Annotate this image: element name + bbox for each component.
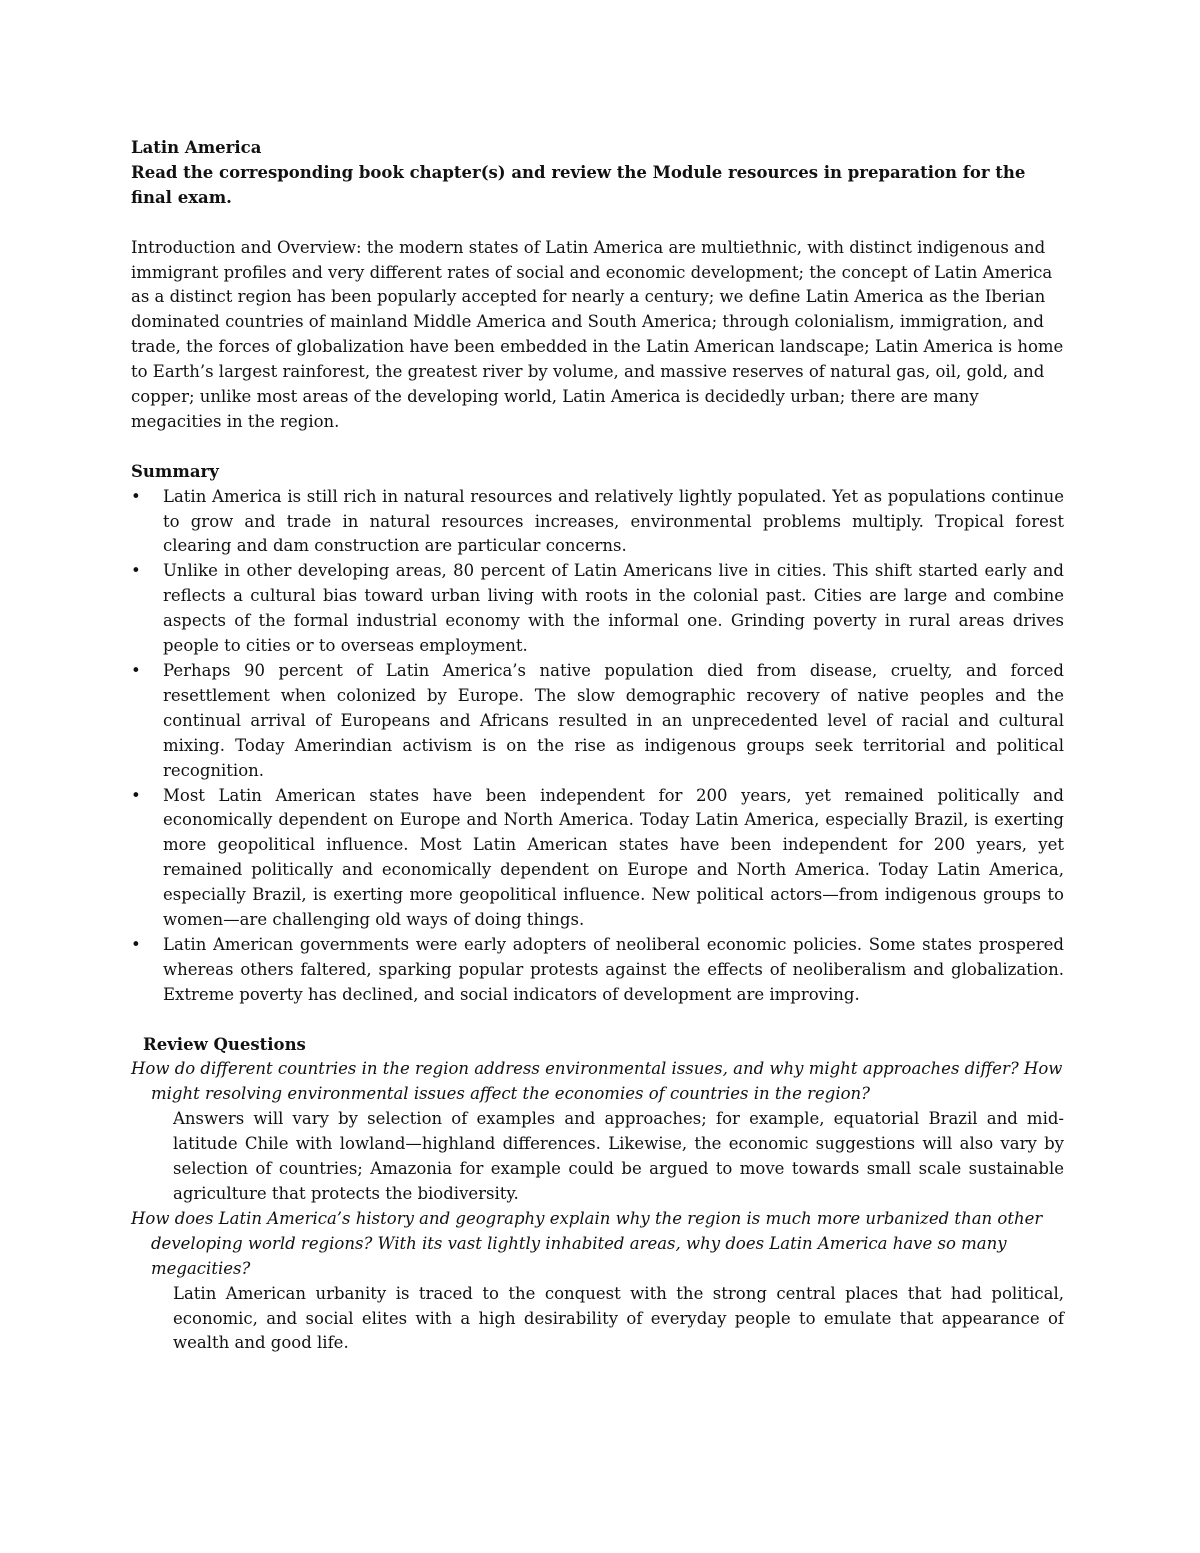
document-title: Latin America: [131, 138, 262, 157]
review-questions-heading: Review Questions: [143, 1034, 306, 1054]
summary-item: [131, 659, 1064, 784]
summary-item-text: Perhaps 90 percent of Latin America’s native population died from disease, cruelty, and forced resettlement when colonized by Europe. The slow demographic recovery of native peoples and the continual arrival of Europeans and Africans resulted in an unprecedented level of racial and cultural mixing. Today Amerindian activism is on the rise as indigenous groups seek territorial and political recognition.: [163, 661, 1064, 780]
bullet-icon: •: [131, 486, 141, 506]
summary-list: [131, 485, 1064, 1008]
summary-item: [131, 559, 1064, 659]
summary-item: [131, 784, 1064, 933]
summary-item: [131, 485, 1064, 560]
review-question: How do different countries in the region address environmental issues, and why might approaches differ? How might resolving environmental issues affect the economies of countries in the region?: [131, 1059, 1063, 1104]
summary-item-text: Latin America is still rich in natural resources and relatively lightly populated. Yet as populations continue to grow and trade in natural resources increases, environmental problems multiply. Tropical forest clearing and dam construction are particular concerns.: [163, 486, 1064, 556]
instructions-text: Read the corresponding book chapter(s) and review the Module resources in preparation for the final exam.: [131, 162, 1026, 207]
review-answer: Latin American urbanity is traced to the conquest with the strong central places that had political, economic, and social elites with a high desirability of everyday people to emulate that appearance of wealth and good life.: [173, 1283, 1064, 1353]
bullet-icon: •: [131, 785, 141, 805]
document-page: [131, 136, 1064, 1356]
bullet-icon: •: [131, 561, 141, 581]
summary-item-text: Most Latin American states have been independent for 200 years, yet remained politically and economically dependent on Europe and North America. Today Latin America, especially Brazil, is exerting more geopolitical influence. Most Latin American states have been independent for 200 years, yet remained politically and economically dependent on Europe and North America. Today Latin America, especially Brazil, is exerting more geopolitical influence. New political actors—from indigenous groups to women—are challenging old ways of doing things.: [163, 785, 1064, 930]
introduction-paragraph: Introduction and Overview: the modern states of Latin America are multiethnic, with distinct indigenous and immigrant profiles and very different rates of social and economic development; the concept of Latin America as a distinct region has been popularly accepted for nearly a century; we define Latin America as the Iberian dominated countries of mainland Middle America and South America; through colonialism, immigration, and trade, the forces of globalization have been embedded in the Latin American landscape; Latin America is home to Earth’s largest rainforest, the greatest river by volume, and massive reserves of natural gas, oil, gold, and copper; unlike most areas of the developing world, Latin America is decidedly urban; there are many megacities in the region.: [131, 237, 1064, 431]
bullet-icon: •: [131, 934, 141, 954]
summary-heading: Summary: [131, 461, 219, 481]
summary-item-text: Unlike in other developing areas, 80 percent of Latin Americans live in cities. This shift started early and reflects a cultural bias toward urban living with roots in the colonial past. Cities are large and combine aspects of the formal industrial economy with the informal one. Grinding poverty in rural areas drives people to cities or to overseas employment.: [163, 561, 1064, 656]
bullet-icon: •: [131, 661, 141, 680]
review-answer: Answers will vary by selection of examples and approaches; for example, equatorial Brazil and mid-latitude Chile with lowland—highland differences. Likewise, the economic suggestions will also vary by selection of countries; Amazonia for example could be argued to move towards small scale sustainable agriculture that protects the biodiversity.: [173, 1109, 1064, 1204]
summary-item: [131, 933, 1064, 1008]
summary-item-text: Latin American governments were early adopters of neoliberal economic policies. Some states prospered whereas others faltered, sparking popular protests against the effects of neoliberalism and globalization. Extreme poverty has declined, and social indicators of development are improving.: [163, 934, 1064, 1004]
review-question: How does Latin America’s history and geography explain why the region is much more urbanized than other developing world regions? With its vast lightly inhabited areas, why does Latin America have so many megacities?: [131, 1208, 1043, 1278]
